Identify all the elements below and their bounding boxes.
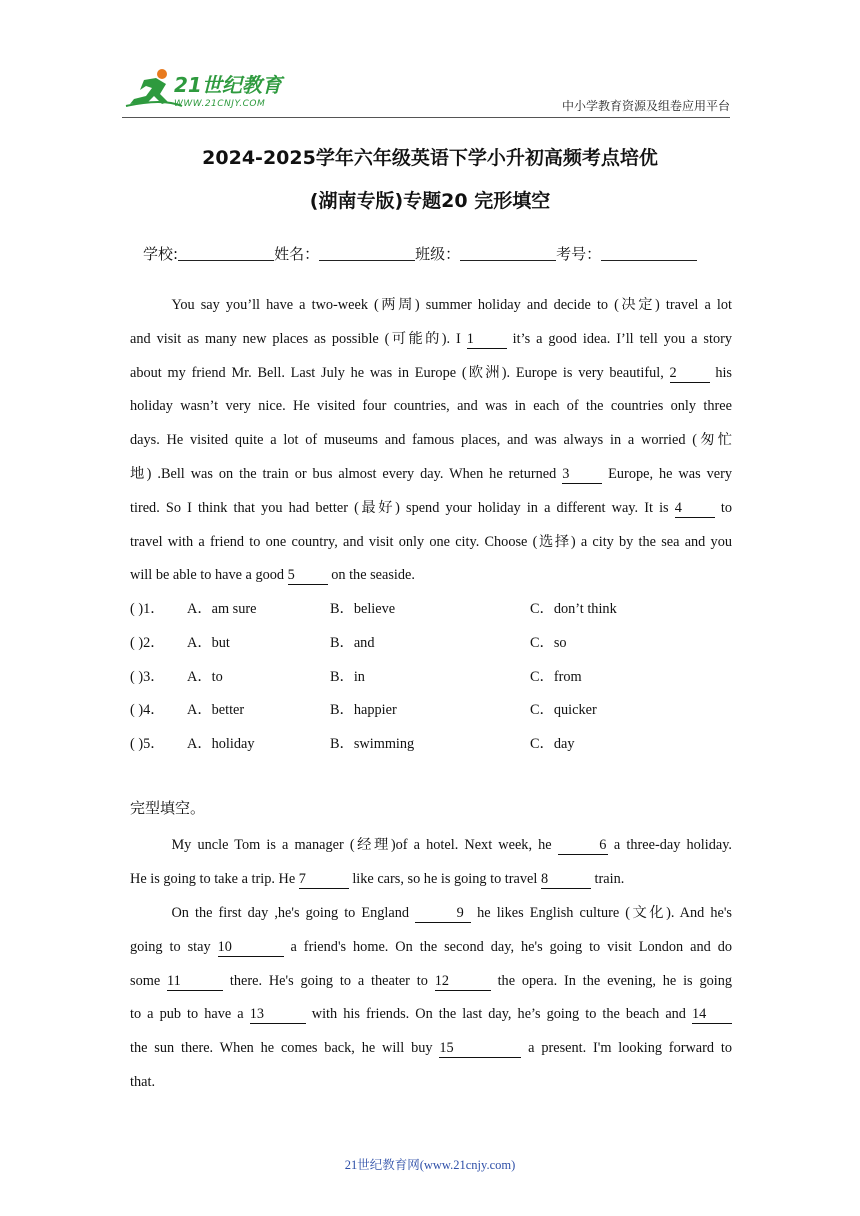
- passage-3: [130, 897, 732, 1100]
- option-c[interactable]: C．from: [530, 668, 582, 685]
- question-number[interactable]: ( )5．: [130, 736, 165, 753]
- blank-9[interactable]: 9: [415, 905, 471, 923]
- class-field[interactable]: [460, 246, 556, 261]
- passage-line: travel with a friend to one country, and visit only one city. Choose (选择) a city by the sea and you: [130, 533, 732, 550]
- blank-13[interactable]: 13: [250, 1006, 306, 1024]
- passage-line: tired. So I think that you had better (最好) spend your holiday in a different way. It is 4 to: [130, 499, 733, 516]
- class-label: 班级：: [415, 245, 461, 263]
- option-c[interactable]: C．so: [530, 634, 567, 651]
- question-number[interactable]: ( )2．: [130, 634, 165, 651]
- passage-line: He is going to take a trip. He 7 like cars, so he is going to travel 8 train.: [130, 870, 625, 887]
- passage-line: You say you’ll have a two-week (两周) summer holiday and decide to (决定) travel a lot: [171, 297, 732, 313]
- name-label: 姓名：: [274, 245, 320, 263]
- option-a[interactable]: A．am sure: [187, 601, 257, 617]
- passage-line: will be able to have a good 5 on the seaside.: [130, 567, 415, 584]
- passage-line: that.: [130, 1073, 156, 1090]
- passage-line: some 11 there. He's going to a theater to 12 the opera. In the evening, he is going: [130, 972, 733, 989]
- option-b[interactable]: B．swimming: [330, 736, 415, 753]
- blank-10[interactable]: 10: [218, 939, 284, 957]
- number-field[interactable]: [601, 246, 697, 261]
- question-number[interactable]: ( )3．: [130, 668, 165, 685]
- option-a[interactable]: A．better: [187, 702, 245, 719]
- blank-2[interactable]: 2: [670, 365, 710, 383]
- blank-3[interactable]: 3: [562, 466, 602, 484]
- blank-7[interactable]: 7: [299, 871, 349, 889]
- blank-4[interactable]: 4: [675, 500, 715, 518]
- question-list: [130, 594, 732, 763]
- question-number[interactable]: ( )4．: [130, 702, 165, 719]
- svg-text:WWW.21CNJY.COM: WWW.21CNJY.COM: [174, 99, 266, 109]
- name-field[interactable]: [319, 246, 415, 261]
- page-title-line-1: 2024-2025学年六年级英语下学小升初高频考点培优: [202, 147, 658, 169]
- blank-6[interactable]: 6: [558, 837, 608, 855]
- header-divider: [122, 117, 730, 118]
- blank-14[interactable]: 14: [692, 1006, 732, 1024]
- passage-line: about my friend Mr. Bell. Last July he was in Europe (欧洲). Europe is very beautiful, 2 his: [130, 364, 732, 381]
- question-row: [130, 662, 732, 696]
- option-c[interactable]: C．don’t think: [530, 601, 617, 617]
- passage-line: 地) .Bell was on the train or bus almost every day. When he returned 3 Europe, he was very: [130, 465, 733, 482]
- passage-2: [130, 829, 732, 897]
- blank-5[interactable]: 5: [288, 567, 328, 585]
- student-info-row: [143, 243, 697, 264]
- blank-8[interactable]: 8: [541, 871, 591, 889]
- question-row: [130, 628, 732, 662]
- school-field[interactable]: [178, 246, 274, 261]
- option-a[interactable]: A．but: [187, 634, 230, 651]
- page-header: [0, 0, 860, 120]
- question-row: [130, 594, 732, 628]
- platform-label: 中小学教育资源及组卷应用平台: [561, 99, 730, 113]
- option-c[interactable]: C．day: [530, 736, 575, 753]
- passage-line: My uncle Tom is a manager (经理)of a hotel. Next week, he 6 a three-day holiday.: [171, 837, 732, 853]
- option-a[interactable]: A．holiday: [187, 736, 255, 753]
- passage-line: On the first day ,he's going to England 9 he likes English culture (文化). And he's: [171, 905, 732, 921]
- option-c[interactable]: C．quicker: [530, 702, 597, 719]
- passage-line: the sun there. When he comes back, he will buy 15 a present. I'm looking forward to: [130, 1040, 733, 1057]
- passage-line: holiday wasn’t very nice. He visited four countries, and was in each of the countries only three: [130, 398, 732, 415]
- option-b[interactable]: B．believe: [330, 601, 396, 617]
- passage-line: days. He visited quite a lot of museums and famous places, and was always in a worried (匆忙: [130, 432, 732, 449]
- option-a[interactable]: A．to: [187, 668, 223, 685]
- blank-15[interactable]: 15: [439, 1040, 521, 1058]
- page-title-line-2: (湖南专版)专题20 完形填空: [309, 190, 551, 212]
- option-b[interactable]: B．and: [330, 634, 375, 651]
- blank-11[interactable]: 11: [167, 973, 223, 991]
- section-2-title: 完型填空。: [130, 799, 206, 817]
- question-row: [130, 695, 732, 729]
- option-b[interactable]: B．in: [330, 668, 365, 685]
- brand-logo: [122, 66, 292, 112]
- runner-logo-icon: [122, 66, 292, 112]
- passage-line: going to stay 10 a friend's home. On the second day, he's going to visit London and do: [130, 938, 733, 955]
- question-number[interactable]: ( )1．: [130, 601, 165, 617]
- question-row: [130, 729, 732, 763]
- passage-1: [130, 289, 732, 593]
- passage-line: and visit as many new places as possible (可能的). I 1 it’s a good idea. I’ll tell you a story: [130, 330, 733, 347]
- blank-12[interactable]: 12: [435, 973, 491, 991]
- blank-1[interactable]: 1: [467, 331, 507, 349]
- footer-link[interactable]: 21世纪教育网(www.21cnjy.com): [344, 1158, 516, 1172]
- passage-line: to a pub to have a 13 with his friends. On the last day, he’s going to the beach and 14: [130, 998, 732, 1032]
- svg-text:21世纪教育: 21世纪教育: [174, 73, 282, 97]
- school-label: 学校:: [143, 245, 179, 263]
- number-label: 考号：: [556, 245, 602, 263]
- option-b[interactable]: B．happier: [330, 702, 397, 719]
